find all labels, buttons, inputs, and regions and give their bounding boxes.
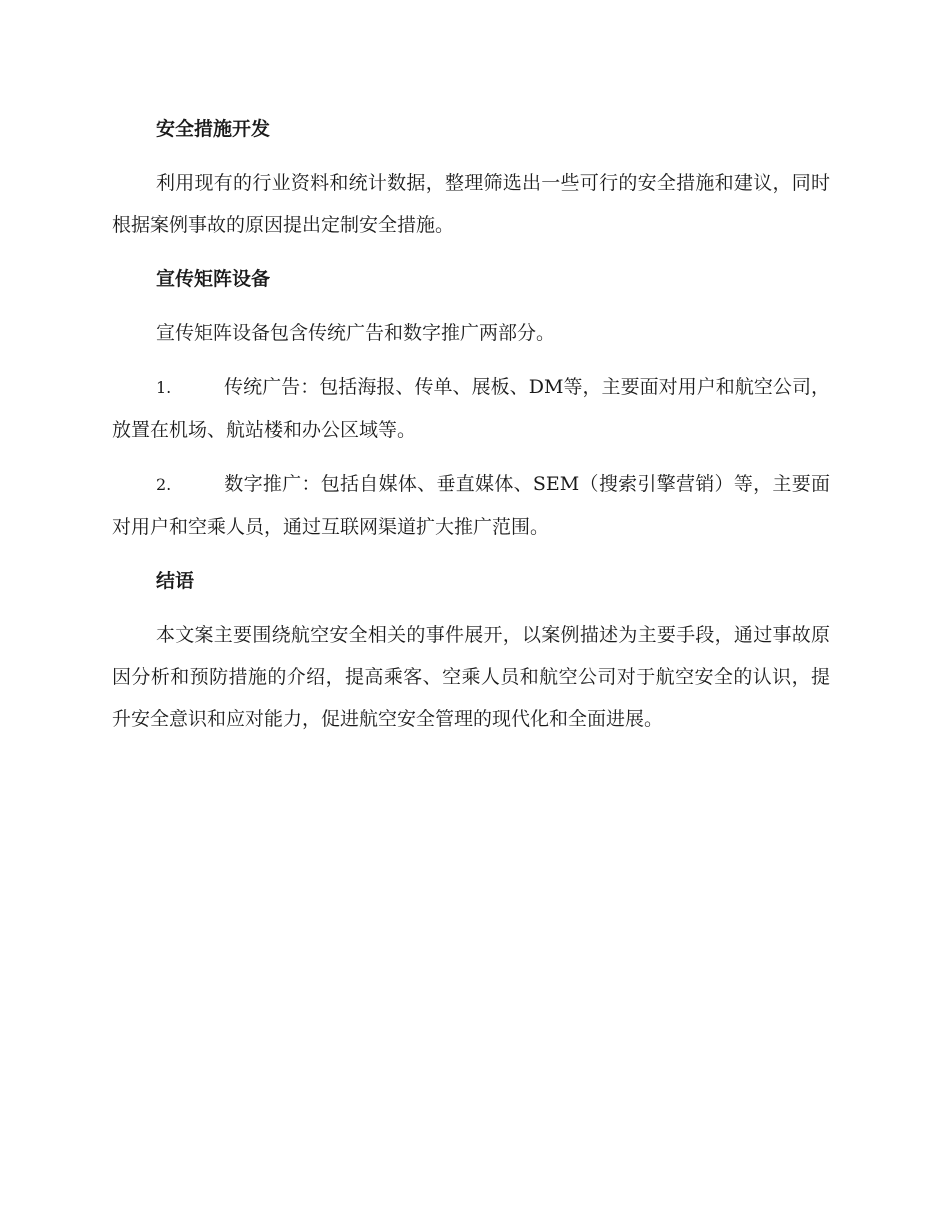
list-item-number: 2. — [156, 475, 172, 494]
list-item — [112, 463, 830, 548]
section-heading-conclusion: 结语 — [156, 570, 195, 592]
list-item — [112, 366, 830, 451]
section-heading-safety-measures: 安全措施开发 — [156, 118, 271, 140]
section-paragraph-promotion-matrix: 宣传矩阵设备包含传统广告和数字推广两部分。 — [156, 322, 556, 344]
section-heading-promotion-matrix: 宣传矩阵设备 — [156, 268, 271, 290]
spacer — [112, 548, 830, 560]
list-item-text: 传统广告：包括海报、传单、展板、DM等，主要面对用户和航空公司，放置在机场、航站楼和办公区域等。 — [112, 376, 830, 441]
section-paragraph-conclusion: 本文案主要围绕航空安全相关的事件展开，以案例描述为主要手段，通过事故原因分析和预防措施的介绍，提高乘客、空乘人员和航空公司对于航空安全的认识，提升安全意识和应对能力，促进航空安全管理的现代化和全面进展。 — [112, 624, 830, 730]
list-item-text: 数字推广：包括自媒体、垂直媒体、SEM（搜索引擎营销）等，主要面对用户和空乘人员，通过互联网渠道扩大推广范围。 — [112, 473, 830, 538]
spacer — [112, 246, 830, 258]
spacer — [112, 602, 830, 614]
section-paragraph-safety-measures: 利用现有的行业资料和统计数据，整理筛选出一些可行的安全措施和建议，同时根据案例事故的原因提出定制安全措施。 — [112, 172, 830, 236]
spacer — [112, 451, 830, 463]
spacer — [112, 300, 830, 312]
list-item-number: 1. — [156, 378, 172, 397]
spacer — [112, 150, 830, 162]
spacer — [112, 354, 830, 366]
document-page — [112, 108, 830, 740]
